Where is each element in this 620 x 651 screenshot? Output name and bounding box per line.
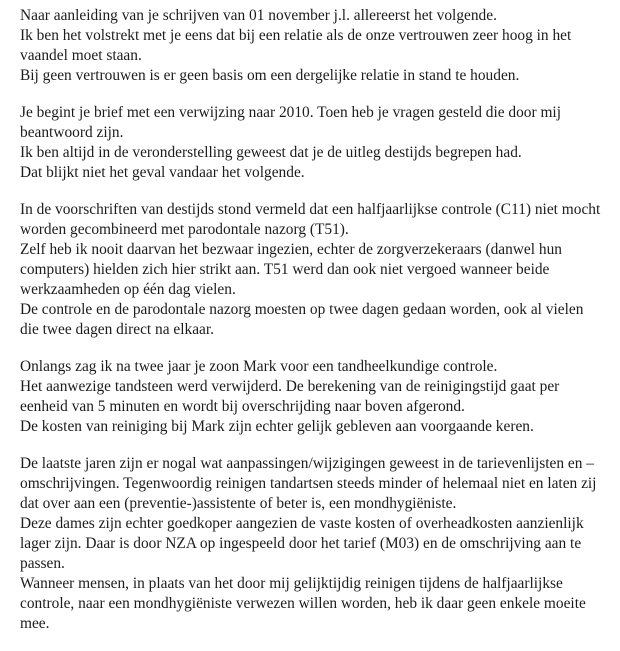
text-line: dat over aan een (preventie-)assistente of beter is, een mondhygiëniste. (20, 495, 457, 512)
text-line: Zelf heb ik nooit daarvan het bezwaar ingezien, echter de zorgverzekeraars (danwel hun (20, 241, 562, 258)
paragraph-tariff-changes (20, 454, 620, 634)
text-line: Wanneer mensen, in plaats van het door mij gelijktijdig reinigen tijdens de halfjaarlijkse (20, 575, 563, 592)
text-line: die twee dagen direct na elkaar. (20, 321, 214, 338)
text-line: Je begint je brief met een verwijzing naar 2010. Toen heb je vragen gesteld die door mij (20, 104, 561, 121)
text-line: De laatste jaren zijn er nogal wat aanpassingen/wijzigingen geweest in de tarievenlijsten en – (20, 455, 594, 472)
text-line: beantwoord zijn. (20, 124, 124, 141)
text-line: Dat blijkt niet het geval vandaar het volgende. (20, 164, 305, 181)
text-line: In de voorschriften van destijds stond vermeld dat een halfjaarlijkse controle (C11) niet mocht (20, 201, 601, 218)
text-line: Het aanwezige tandsteen werd verwijderd. De berekening van de reinigingstijd gaat per (20, 378, 560, 395)
text-line: Ik ben altijd in de veronderstelling geweest dat je de uitleg destijds begrepen had. (20, 144, 522, 161)
text-line: Naar aanleiding van je schrijven van 01 november j.l. allereerst het volgende. (20, 7, 497, 24)
text-line: controle, naar een mondhygiëniste verwezen willen worden, heb ik daar geen enkele moeite (20, 595, 586, 612)
letter-body (20, 6, 620, 651)
text-line: computers) hielden zich hier strikt aan. T51 werd dan ook niet vergoed wanneer beide (20, 261, 550, 278)
text-line: werkzaamheden op één dag vielen. (20, 281, 236, 298)
text-line: omschrijvingen. Tegenwoordig reinigen tandartsen steeds minder of helemaal niet en laten zij (20, 475, 597, 492)
text-line: Bij geen vertrouwen is er geen basis om een dergelijke relatie in stand te houden. (20, 67, 520, 84)
paragraph-intro (20, 6, 620, 86)
text-line: passen. (20, 555, 65, 572)
text-line: Ik ben het volstrekt met je eens dat bij een relatie als de onze vertrouwen zeer hoog in het (20, 27, 572, 44)
text-line: worden gecombineerd met parodontale nazorg (T51). (20, 221, 349, 238)
text-line: mee. (20, 615, 50, 632)
text-line: De controle en de parodontale nazorg moesten op twee dagen gedaan worden, ook al vielen (20, 301, 584, 318)
paragraph-2010-reference (20, 103, 620, 183)
text-line: eenheid van 5 minuten en wordt bij overschrijding naar boven afgerond. (20, 398, 465, 415)
text-line: Onlangs zag ik na twee jaar je zoon Mark voor een tandheelkundige controle. (20, 358, 498, 375)
text-line: lager zijn. Daar is door NZA op ingespeeld door het tarief (M03) en de omschrijving aan te (20, 535, 582, 552)
text-line: vaandel moet staan. (20, 47, 142, 64)
text-line: De kosten van reiniging bij Mark zijn echter gelijk gebleven aan voorgaande keren. (20, 418, 534, 435)
paragraph-regulations (20, 200, 620, 340)
text-line: Deze dames zijn echter goedkoper aangezien de vaste kosten of overheadkosten aanzienlijk (20, 515, 584, 532)
paragraph-son-mark (20, 357, 620, 437)
